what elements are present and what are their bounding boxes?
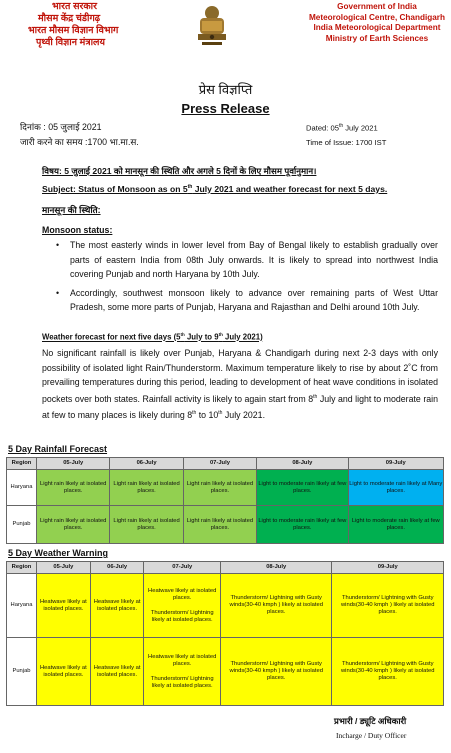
region-cell: Haryana bbox=[7, 574, 37, 638]
header-left-line-4: पृथ्वी विज्ञान मंत्रालय bbox=[36, 37, 105, 48]
table-header-row bbox=[7, 458, 444, 470]
warning-cell-paragraph: Thunderstorm/ Lightning likely at isolated places. bbox=[150, 675, 214, 689]
rain-cell: Light to moderate rain likely at few places. bbox=[257, 506, 348, 544]
header-cell: 09-July bbox=[332, 562, 444, 574]
rain-cell: Light rain likely at isolated places. bbox=[183, 470, 256, 506]
warning-cell-paragraph: Heatwave likely at isolated places. bbox=[148, 587, 217, 601]
monsoon-status-hindi: मानसून की स्थिति: bbox=[42, 205, 101, 215]
warning-cell: Thunderstorm/ Lightning with Gusty winds(30-40 kmph ) likely at isolated places. bbox=[220, 638, 332, 706]
warning-cell: Heatwave likely at isolated places. bbox=[37, 574, 91, 638]
header-right-line-3: India Meteorological Department bbox=[313, 23, 441, 32]
header-right-line-4: Ministry of Earth Sciences bbox=[325, 33, 429, 43]
header-cell: 05-July bbox=[37, 562, 91, 574]
weather-warning-title: 5 Day Weather Warning bbox=[8, 548, 109, 558]
table-row bbox=[7, 470, 444, 506]
header-cell: 07-July bbox=[183, 458, 256, 470]
signature-english: Incharge / Duty Officer bbox=[336, 731, 407, 740]
header-cell: 06-July bbox=[110, 458, 183, 470]
warning-cell: Thunderstorm/ Lightning with Gusty winds(30-40 kmph ) likely at isolated places. bbox=[332, 638, 444, 706]
header-left bbox=[28, 1, 119, 49]
header-right-line-1: Government of India bbox=[337, 2, 417, 11]
warning-cell bbox=[144, 638, 220, 706]
title-hindi: प्रेस विज्ञप्ति bbox=[198, 82, 253, 97]
title-english: Press Release bbox=[181, 101, 270, 116]
monsoon-status-english: Monsoon status: bbox=[42, 225, 113, 235]
forecast-title: Weather forecast for next five days (5th July to 9th July 2021) bbox=[42, 332, 263, 342]
header-cell: 09-July bbox=[348, 458, 444, 470]
issue-time-english: Time of Issue: 1700 IST bbox=[306, 138, 387, 147]
header-cell: 05-July bbox=[37, 458, 110, 470]
bullet-item: • The most easterly winds in lower level from Bay of Bengal likely to establish gradually over parts of eastern India from 08th July onwards. It is likely to spread into northwest India covering Punjab and north Haryana by 10th July. bbox=[42, 238, 438, 282]
warning-cell-paragraph: Thunderstorm/ Lightning likely at isolated places. bbox=[150, 609, 214, 623]
warning-cell-paragraph: Heatwave likely at isolated places. bbox=[148, 653, 217, 667]
table-row bbox=[7, 506, 444, 544]
warning-cell: Thunderstorm/ Lightning with Gusty winds(30-40 kmph ) likely at isolated places. bbox=[220, 574, 332, 638]
header-left-line-2: मौसम केंद्र चंडीगढ़ bbox=[38, 13, 101, 24]
header-cell: Region bbox=[7, 458, 37, 470]
rainfall-table bbox=[6, 457, 444, 544]
rain-cell: Light rain likely at isolated places. bbox=[37, 470, 110, 506]
table-header-row bbox=[7, 562, 444, 574]
warning-cell bbox=[144, 574, 220, 638]
header-right-line-2: Meteorological Centre, Chandigarh bbox=[308, 12, 445, 22]
warning-cell: Heatwave likely at isolated places. bbox=[90, 574, 144, 638]
rain-cell: Light to moderate rain likely at few places. bbox=[257, 470, 348, 506]
subject-hindi: विषय: 5 जुलाई 2021 को मानसून की स्थिति और अगले 5 दिनों के लिए मौसम पूर्वानुमान। bbox=[42, 166, 317, 176]
rain-cell: Light to moderate rain likely at Many places. bbox=[348, 470, 444, 506]
header-cell: 08-July bbox=[220, 562, 332, 574]
date-hindi: दिनांक : 05 जुलाई 2021 bbox=[20, 122, 102, 132]
national-emblem-icon bbox=[190, 4, 234, 62]
header-left-line-3: भारत मौसम विज्ञान विभाग bbox=[28, 25, 119, 36]
rain-cell: Light to moderate rain likely at few places. bbox=[348, 506, 444, 544]
header-left-line-1: भारत सरकार bbox=[52, 1, 98, 12]
warning-cell: Thunderstorm/ Lightning with Gusty winds(30-40 kmph ) likely at isolated places. bbox=[332, 574, 444, 638]
rain-cell: Light rain likely at isolated places. bbox=[183, 506, 256, 544]
rainfall-forecast-title: 5 Day Rainfall Forecast bbox=[8, 444, 108, 454]
warning-cell: Heatwave likely at isolated places. bbox=[90, 638, 144, 706]
forecast-text: No significant rainfall is likely over Punjab, Haryana & Chandigarh during next 2-3 days with only possibility of isolated light Rain/Thunderstorm. Maximum temperature likely to rise by about 2˚C from prevailing temperatures during this period, leading to development of heat wave conditions in isolated pockets over both states. Rainfall activity is likely to again start from 8th July and light to moderate rain at few to many places is likely during 8th to 10th July 2021. bbox=[42, 348, 438, 421]
rain-cell: Light rain likely at isolated places. bbox=[110, 470, 183, 506]
issue-time-hindi: जारी करने का समय :1700 भा.मा.स. bbox=[20, 137, 139, 147]
rain-cell: Light rain likely at isolated places. bbox=[37, 506, 110, 544]
region-cell: Punjab bbox=[7, 506, 37, 544]
signature-hindi: प्रभारी / ड्यूटि अधिकारी bbox=[334, 716, 407, 726]
region-cell: Punjab bbox=[7, 638, 37, 706]
header-cell: 07-July bbox=[144, 562, 220, 574]
header-cell: 06-July bbox=[90, 562, 144, 574]
table-row bbox=[7, 574, 444, 638]
warning-table bbox=[6, 561, 444, 706]
bullet-item: • Accordingly, southwest monsoon likely to advance over remaining parts of West Uttar Pradesh, some more parts of Punjab, Haryana and Rajasthan and Delhi around 10th July. bbox=[42, 286, 438, 315]
header-cell: Region bbox=[7, 562, 37, 574]
subject-english: Subject: Status of Monsoon as on 5th July 2021 and weather forecast for next 5 days. bbox=[42, 184, 388, 194]
table-row bbox=[7, 638, 444, 706]
header-right bbox=[309, 2, 445, 44]
date-english: Dated: 05th July 2021 bbox=[306, 123, 378, 133]
header-cell: 08-July bbox=[257, 458, 348, 470]
warning-cell: Heatwave likely at isolated places. bbox=[37, 638, 91, 706]
rain-cell: Light rain likely at isolated places. bbox=[110, 506, 183, 544]
monsoon-bullets bbox=[42, 238, 438, 315]
region-cell: Haryana bbox=[7, 470, 37, 506]
